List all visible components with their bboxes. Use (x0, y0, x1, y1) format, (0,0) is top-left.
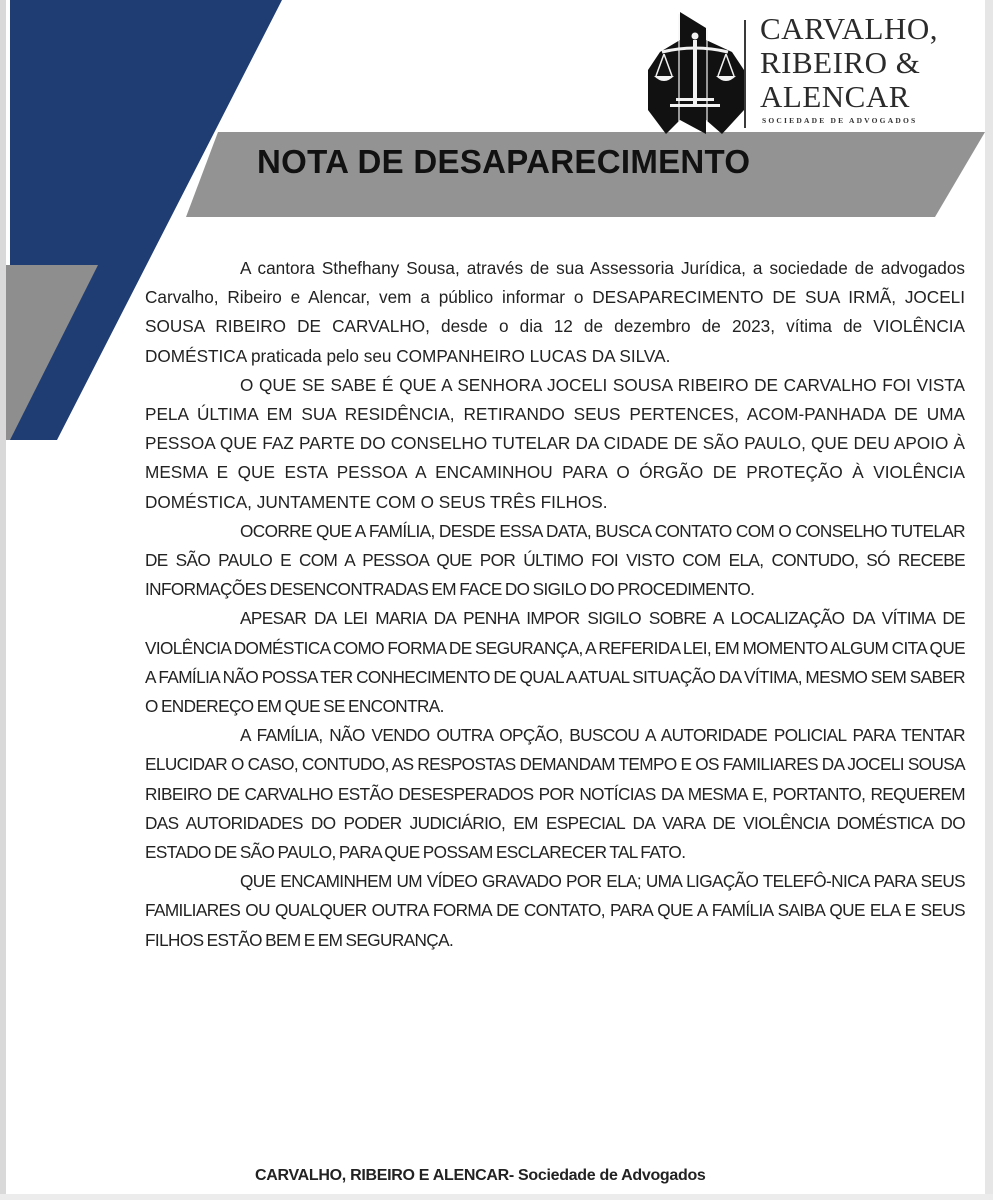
paragraph-request: QUE ENCAMINHEM UM VÍDEO GRAVADO POR ELA; UMA LIGAÇÃO TELEFÔ-NICA PARA SEUS FAMILIARES OU QUALQUER OUTRA FORMA DE CONTATO, PARA QUE A FAMÍLIA SAIBA QUE ELA E SEUS FILHOS ESTÃO BEM E EM SEGURANÇA. (145, 871, 965, 950)
paragraph-last-seen: O QUE SE SABE É QUE A SENHORA JOCELI SOUSA RIBEIRO DE CARVALHO FOI VISTA PELA ÚLTIMA EM SUA RESIDÊNCIA, RETIRANDO SEUS PERTENCES, ACOM-PANHADA DE UMA PESSOA QUE FAZ PARTE DO CONSELHO TUTELAR DA CIDADE DE SÃO PAULO, QUE DEU APOIO À MESMA E QUE ESTA PESSOA A ENCAMINHOU PARA O ÓRGÃO DE PROTEÇÃO À VIOLÊNCIA DOMÉSTICA, JUNTAMENTE COM O SEUS TRÊS FILHOS. (145, 374, 965, 512)
paragraph-family-search: OCORRE QUE A FAMÍLIA, DESDE ESSA DATA, BUSCA CONTATO COM O CONSELHO TUTELAR DE SÃO PAULO E COM A PESSOA QUE POR ÚLTIMO FOI VISTO COM ELA, CONTUDO, SÓ RECEBE INFORMAÇÕES DESENCONTRADAS EM FACE DO SIGILO DO PROCEDIMENTO. (145, 520, 965, 600)
paragraph-intro: A cantora Sthefhany Sousa, através de sua Assessoria Jurídica, a sociedade de advogados Carvalho, Ribeiro e Alencar, vem a público informar o DESAPARECIMENTO DE SUA IRMÃ, JOCELI SOUSA RIBEIRO DE CARVALHO, desde o dia 12 de dezembro de 2023, vítima de VIOLÊNCIA DOMÉSTICA praticada pelo seu COMPANHEIRO LUCAS DA SILVA. (145, 258, 965, 366)
page-edge-right (985, 0, 993, 1200)
firm-name-line-3: ALENCAR (760, 79, 910, 114)
signature: CARVALHO, RIBEIRO E ALENCAR- Sociedade de Advogados (255, 1167, 706, 1184)
page-title: NOTA DE DESAPARECIMENTO (257, 143, 751, 180)
paragraph-police: A FAMÍLIA, NÃO VENDO OUTRA OPÇÃO, BUSCOU A AUTORIDADE POLICIAL PARA TENTAR ELUCIDAR O CASO, CONTUDO, AS RESPOSTAS DEMANDAM TEMPO E OS FAMILIARES DA JOCELI SOUSA RIBEIRO DE CARVALHO ESTÃO DESESPERADOS POR NOTÍCIAS DA MESMA E, PORTANTO, REQUEREM DAS AUTORIDADES DO PODER JUDICIÁRIO, EM ESPECIAL DA VARA DE VIOLÊNCIA DOMÉSTICA DO ESTADO DE SÃO PAULO, PARA QUE POSSAM ESCLARECER TAL FATO. (145, 725, 965, 863)
logo-divider (744, 20, 746, 128)
document-body (145, 254, 965, 955)
scales-of-justice-icon (646, 12, 746, 134)
firm-name-line-1: CARVALHO, (760, 11, 938, 46)
firm-logo-name (760, 12, 938, 114)
firm-subtitle: SOCIEDADE DE ADVOGADOS (762, 116, 918, 125)
page-edge-bottom (0, 1194, 993, 1200)
paragraph-maria-da-penha: APESAR DA LEI MARIA DA PENHA IMPOR SIGILO SOBRE A LOCALIZAÇÃO DA VÍTIMA DE VIOLÊNCIA DOMÉSTICA COMO FORMA DE SEGURANÇA, A REFERIDA LEI, EM MOMENTO ALGUM CITA QUE A FAMÍLIA NÃO POSSA TER CONHECIMENTO DE QUAL A ATUAL SITUAÇÃO DA VÍTIMA, MESMO SEM SABER O ENDEREÇO EM QUE SE ENCONTRA. (145, 608, 965, 717)
firm-name-line-2: RIBEIRO & (760, 45, 921, 80)
page-edge-left (0, 0, 6, 1200)
